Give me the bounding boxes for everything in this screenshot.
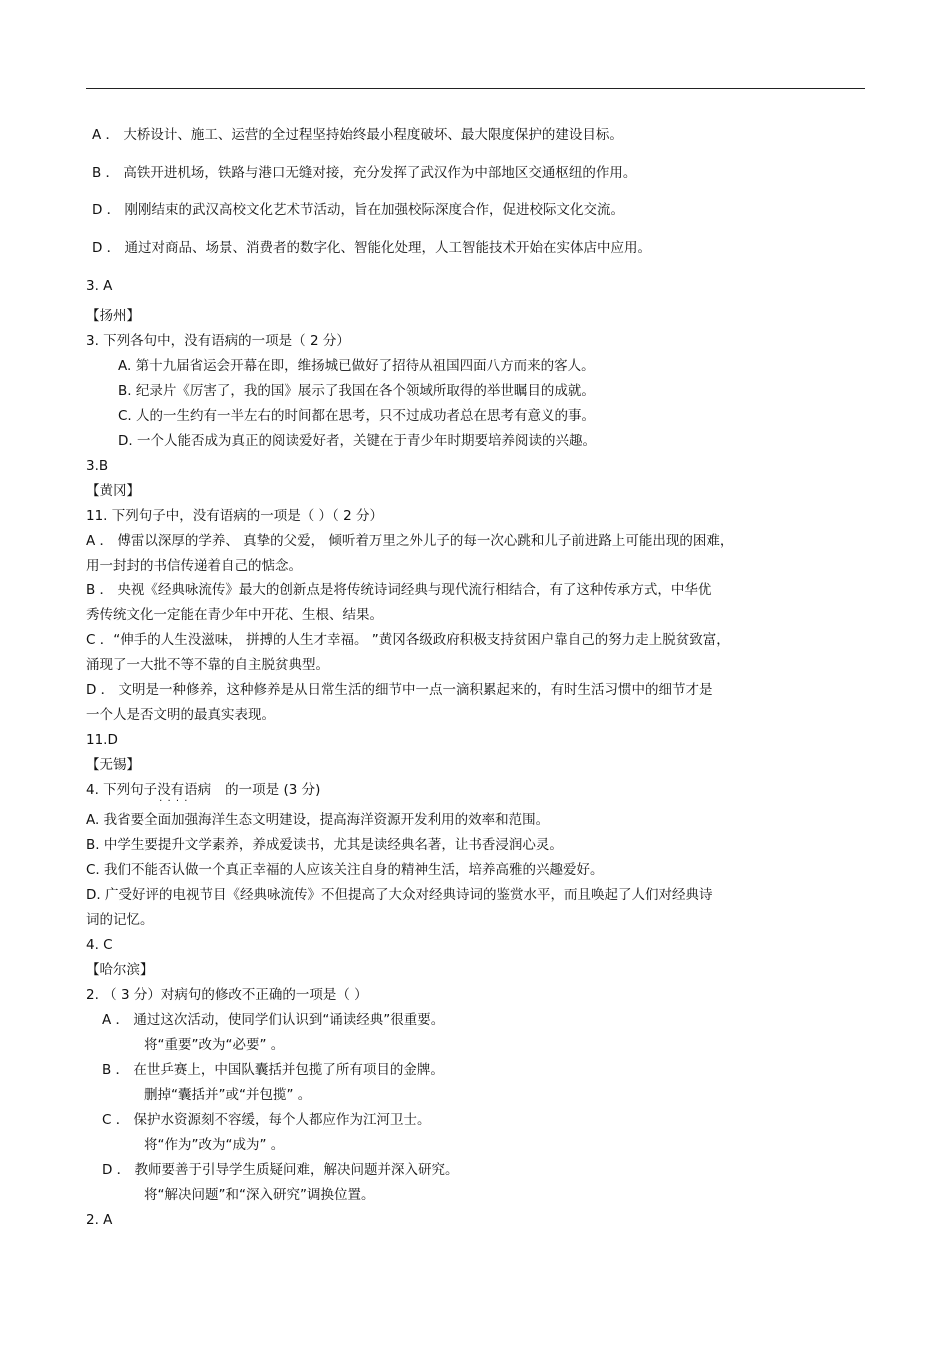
s1-option-d: D ． 通过对商品、场景、消费者的数字化、智能化处理，人工智能技术开始在实体店中应用。 [92,240,651,256]
s3-region: 【黄冈】 [86,483,140,499]
s1-option-b: B ． 高铁开进机场，铁路与港口无缝对接，充分发挥了武汉作为中部地区交通枢纽的作用。 [92,165,637,181]
header-rule [86,88,865,89]
s3-option-c-line2: 涌现了一大批不等不靠的自主脱贫典型。 [86,657,329,673]
s4-option-d-line1: D. 广受好评的电视节目《经典咏流传》不但提高了大众对经典诗词的鉴赏水平，而且唤起了人们对经典诗 [86,887,713,903]
s3-option-a-line2: 用一封封的书信传递着自己的惦念。 [86,558,302,574]
s4-question-prefix: 4. 下列句子 [86,782,158,798]
s4-option-b: B. 中学生要提升文学素养，养成爱读书，尤其是读经典名著，让书香浸润心灵。 [86,837,563,853]
s3-option-c-line1: C ．“伸手的人生没滋味， 拼搏的人生才幸福。 ”黄冈各级政府积极支持贫困户靠自己的努力走上脱贫致富， [86,632,730,648]
s5-answer: 2. A [86,1212,113,1228]
s4-option-c: C. 我们不能否认做一个真正幸福的人应该关注自身的精神生活，培养高雅的兴趣爱好。 [86,862,604,878]
s4-region: 【无锡】 [86,757,140,773]
s2-option-b: B. 纪录片《厉害了，我的国》展示了我国在各个领域所取得的举世瞩目的成就。 [118,383,595,399]
s4-option-a: A. 我省要全面加强海洋生态文明建设，提高海洋资源开发利用的效率和范围。 [86,812,550,828]
s3-option-d-line1: D ． 文明是一种修养，这种修养是从日常生活的细节中一点一滴积累起来的，有时生活习惯中的细节才是 [86,682,713,698]
s3-option-b-line1: B ． 央视《经典咏流传》最大的创新点是将传统诗词经典与现代流行相结合，有了这种传承方式，中华优 [86,582,712,598]
s5-option-a: A ． 通过这次活动，使同学们认识到“诵读经典”很重要。 [102,1012,445,1028]
s5-option-b: B ． 在世乒赛上，中国队囊括并包揽了所有项目的金牌。 [102,1062,444,1078]
s2-region: 【扬州】 [86,308,140,324]
s4-question-suffix: 的一项是 (3 分) [225,782,321,798]
s5-fix-a: 将“重要”改为“必要” 。 [144,1037,285,1053]
s4-answer: 4. C [86,937,113,953]
s1-answer: 3. A [86,278,113,294]
s3-answer: 11.D [86,732,118,748]
s2-option-a: A. 第十九届省运会开幕在即，维扬城已做好了招待从祖国四面八方而来的客人。 [118,358,595,374]
s3-option-d-line2: 一个人是否文明的最真实表现。 [86,707,275,723]
s5-fix-b: 删掉“囊括并”或“并包揽” 。 [144,1087,312,1103]
s4-option-d-line2: 词的记忆。 [86,912,154,928]
s5-option-c: C ． 保护水资源刻不容缓，每个人都应作为江河卫士。 [102,1112,431,1128]
s2-option-c: C. 人的一生约有一半左右的时间都在思考，只不过成功者总在思考有意义的事。 [118,408,596,424]
s5-question: 2. （ 3 分）对病句的修改不正确的一项是（ ） [86,987,368,1003]
s5-region: 【哈尔滨】 [86,962,154,978]
s2-question: 3. 下列各句中，没有语病的一项是（ 2 分） [86,333,350,349]
s1-option-a: A ． 大桥设计、施工、运营的全过程坚持始终最小程度破坏、最大限度保护的建设目标。 [92,127,623,143]
s3-question: 11. 下列句子中，没有语病的一项是（ ）（ 2 分） [86,508,383,524]
s2-option-d: D. 一个人能否成为真正的阅读爱好者，关键在于青少年时期要培养阅读的兴趣。 [118,433,596,449]
s5-fix-c: 将“作为”改为“成为” 。 [144,1137,285,1153]
s4-question-emphasis: 没有语病 · · · · [157,781,211,799]
s3-option-b-line2: 秀传统文化一定能在青少年中开花、生根、结果。 [86,607,383,623]
s2-answer: 3.B [86,458,109,474]
s1-option-c: D ． 刚刚结束的武汉高校文化艺术节活动，旨在加强校际深度合作，促进校际文化交流。 [92,202,624,218]
s4-question [86,781,320,799]
s5-fix-d: 将“解决问题”和“深入研究”调换位置。 [144,1187,375,1203]
s3-option-a-line1: A ． 傅雷以深厚的学养、 真挚的父爱， 倾听着万里之外儿子的每一次心跳和儿子前进路上可能出现的困难， [86,533,734,549]
s5-option-d: D ． 教师要善于引导学生质疑问难，解决问题并深入研究。 [102,1162,459,1178]
